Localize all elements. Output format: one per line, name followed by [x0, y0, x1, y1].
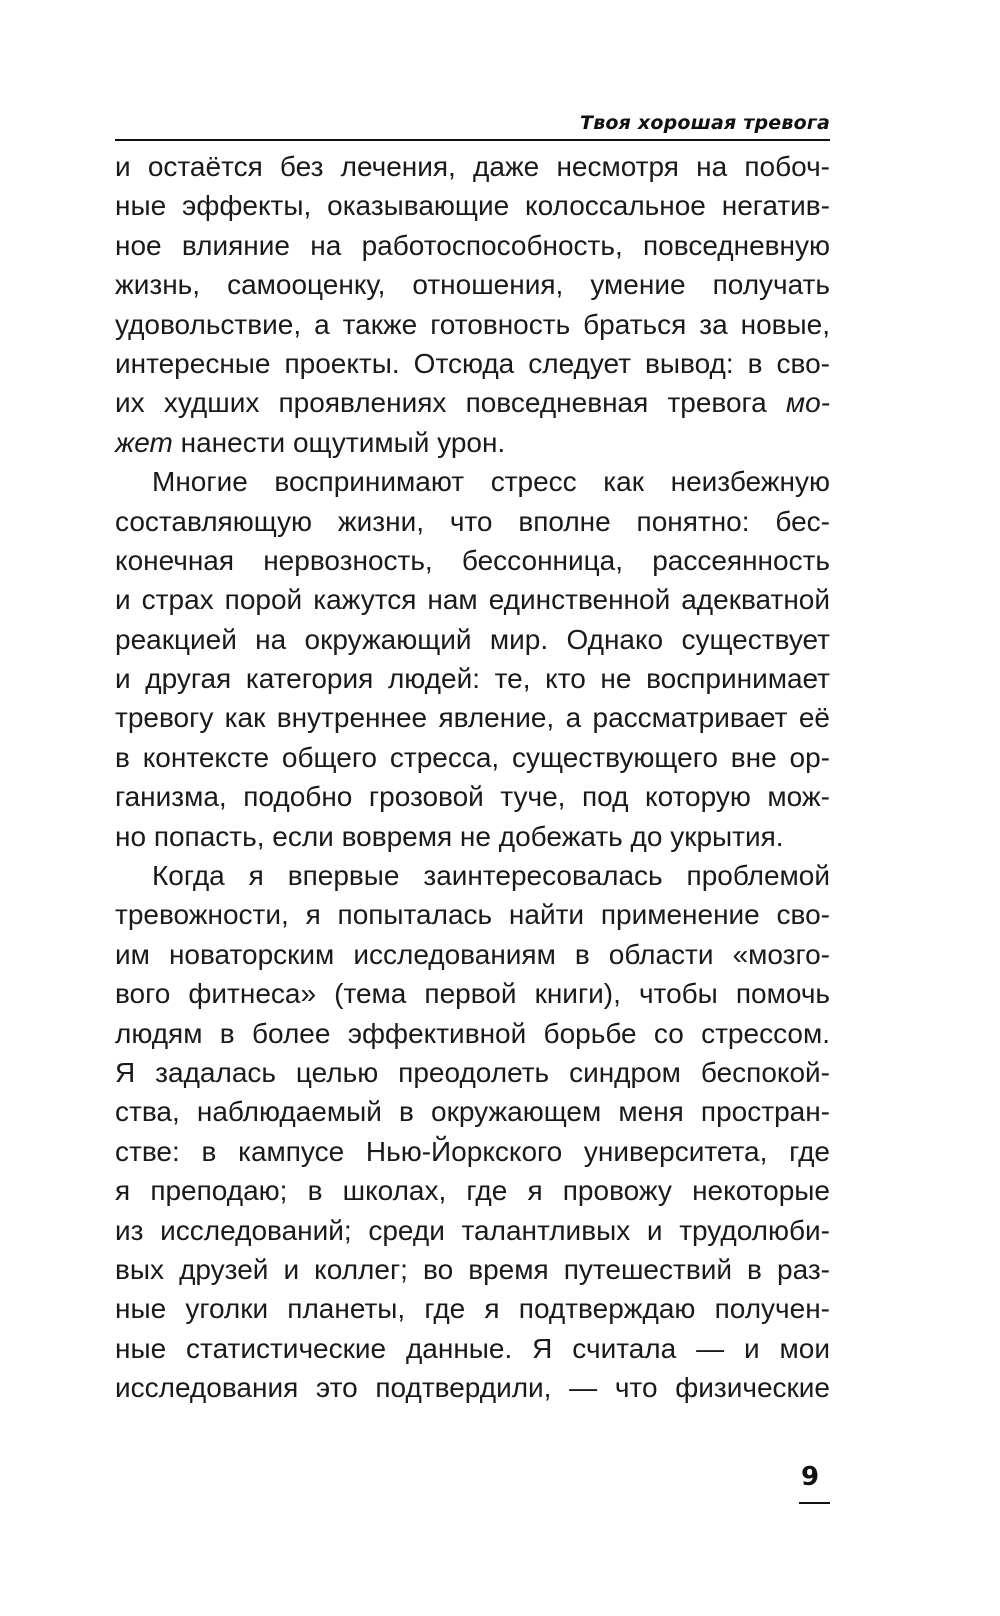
text-line: и страх порой кажутся нам единственной адекватной [115, 584, 830, 616]
text-line: вых друзей и коллег; во время путешествий в раз- [115, 1253, 830, 1285]
text-line: им новаторским исследованиям в области «мозго- [115, 938, 830, 970]
text-line: ное влияние на работоспособность, повседневную [115, 229, 830, 261]
text-span: их худших проявлениях повседневная тревога [115, 387, 786, 419]
text-line: конечная нервозность, бессонница, рассеянность [115, 544, 830, 576]
text-line: Я задалась целью преодолеть синдром беспокой- [115, 1056, 830, 1088]
text-line: жизнь, самооценку, отношения, умение получать [115, 269, 830, 301]
text-line: я преподаю; в школах, где я провожу некоторые [115, 1175, 830, 1207]
text-line: ные уголки планеты, где я подтверждаю получен- [115, 1293, 830, 1325]
text-line [115, 423, 830, 462]
text-line: тревожности, я попыталась найти применение сво- [115, 899, 830, 931]
text-line: тревогу как внутреннее явление, а рассматривает её [115, 702, 830, 734]
text-line: в контексте общего стресса, существующего вне ор- [115, 741, 830, 773]
text-line: стве: в кампусе Нью-Йоркского университета, где [115, 1135, 830, 1167]
text-span: нанести ощутимый урон. [172, 426, 506, 458]
text-line: ные статистические данные. Я считала — и мои [115, 1332, 830, 1364]
text-line: но попасть, если вовремя не добежать до укрытия. [115, 820, 784, 852]
text-line: из исследований; среди талантливых и трудолюби- [115, 1214, 830, 1246]
running-head: Твоя хорошая тревога [580, 112, 830, 134]
page-number-rule [799, 1502, 830, 1504]
text-line: исследования это подтвердили, — что физические [115, 1372, 830, 1404]
text-line: удовольствие, а также готовность браться за новые, [115, 308, 830, 340]
body-text [115, 147, 830, 1408]
page-number: 9 [800, 1462, 820, 1492]
text-line: и остаётся без лечения, даже несмотря на побоч- [115, 151, 830, 182]
text-line: интересные проекты. Отсюда следует вывод: в сво- [115, 347, 830, 379]
italic-emphasis: жет [115, 426, 173, 458]
text-line: составляющую жизни, что вполне понятно: бес- [115, 505, 830, 537]
text-line: ганизма, подобно грозовой туче, под которую мож- [115, 781, 830, 813]
text-line: и другая категория людей: те, кто не воспринимает [115, 663, 830, 695]
paragraph-first-line: Когда я впервые заинтересовалась проблемой [152, 860, 830, 892]
text-line [115, 383, 830, 422]
text-line: ства, наблюдаемый в окружающем меня простран- [115, 1096, 830, 1128]
text-line: реакцией на окружающий мир. Однако существует [115, 623, 830, 655]
text-line: людям в более эффективной борьбе со стрессом. [115, 1017, 830, 1049]
italic-emphasis: мо- [785, 387, 830, 419]
text-line: ные эффекты, оказывающие колоссальное негатив- [115, 190, 830, 222]
paragraph-first-line: Многие воспринимают стресс как неизбежную [152, 466, 830, 498]
header-rule [115, 139, 830, 141]
text-line: вого фитнеса» (тема первой книги), чтобы помочь [115, 978, 830, 1010]
